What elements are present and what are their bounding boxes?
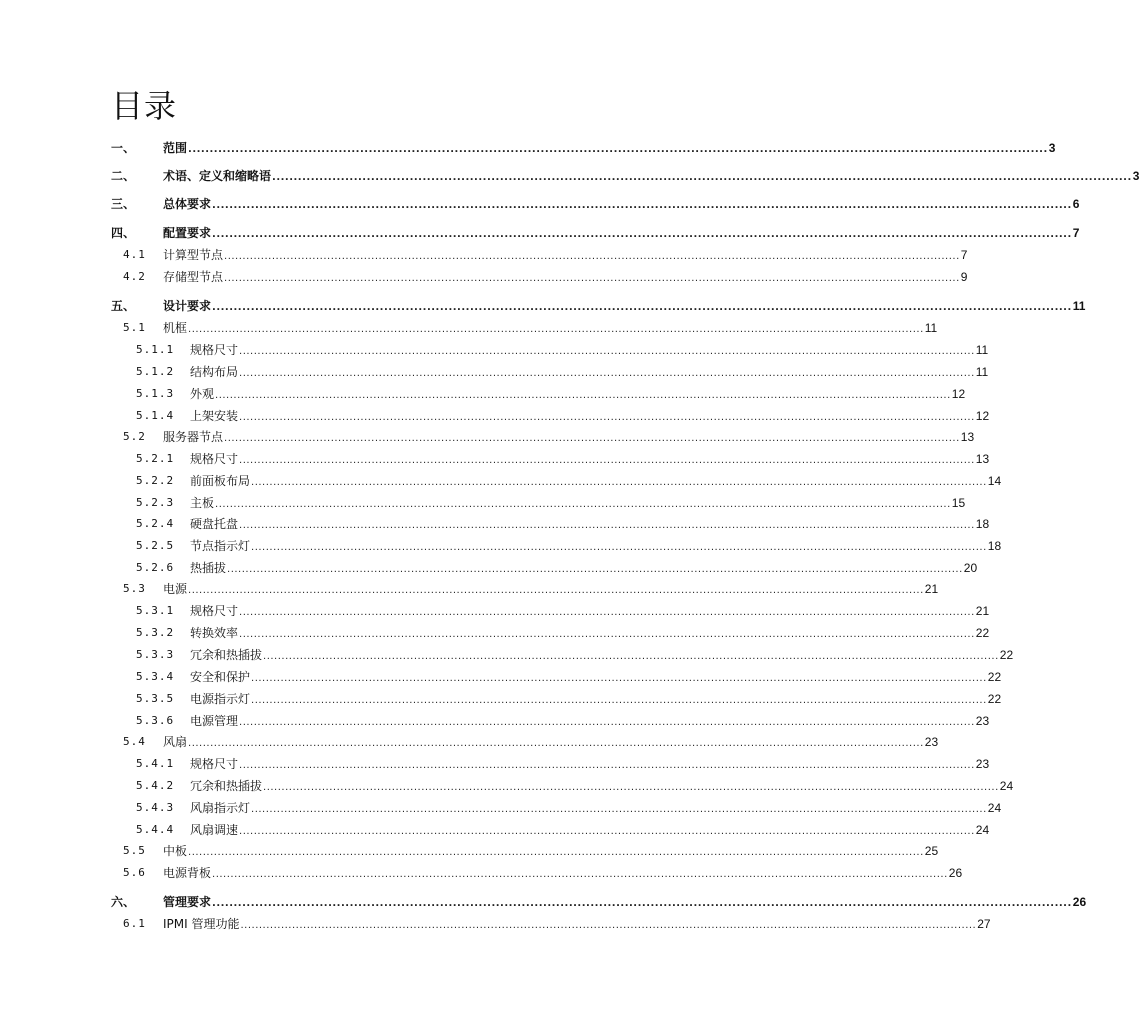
leader-dots: ........................................................................................................................................................................................................ <box>272 172 1132 183</box>
toc-entry-number: 五、 <box>111 299 136 313</box>
toc-entry-page: 15 <box>951 496 966 510</box>
toc-entry[interactable] <box>0 754 990 774</box>
toc-entry-number: 6.1 <box>123 917 146 930</box>
toc-entry-page: 12 <box>975 409 990 423</box>
toc-entry-page: 26 <box>948 866 963 880</box>
toc-entry-title[interactable]: 机框 <box>163 321 188 335</box>
toc-entry[interactable] <box>0 194 1080 214</box>
toc-entry-title[interactable]: 外观 <box>190 387 215 401</box>
toc-entry-number: 5.3.2 <box>136 626 175 639</box>
toc-entry[interactable] <box>0 449 990 469</box>
toc-entry-title[interactable]: 电源管理 <box>190 714 239 728</box>
toc-entry-title[interactable]: 风扇 <box>163 735 188 749</box>
toc-entry-page: 23 <box>975 714 990 728</box>
toc-entry-number: 5.2.1 <box>136 452 175 465</box>
toc-entry[interactable] <box>0 318 938 338</box>
toc-entry-page: 11 <box>975 365 989 379</box>
toc-entry-title[interactable]: 电源背板 <box>163 866 212 880</box>
toc-entry[interactable] <box>0 579 939 599</box>
toc-entry-page: 11 <box>924 321 938 335</box>
toc-entry-page: 24 <box>975 823 990 837</box>
toc-entry-page: 24 <box>987 801 1002 815</box>
toc-entry-page: 14 <box>987 474 1002 488</box>
toc-entry-number: 四、 <box>111 226 136 240</box>
toc-entry[interactable] <box>0 667 1002 687</box>
toc-entry[interactable] <box>0 601 990 621</box>
leader-dots: ........................................................................................................................................................................................................ <box>239 717 975 728</box>
toc-entry-page: 21 <box>924 582 939 596</box>
toc-entry[interactable] <box>0 623 990 643</box>
toc-entry[interactable] <box>0 166 1139 186</box>
toc-entry[interactable] <box>0 427 975 447</box>
toc-entry-page: 13 <box>975 452 990 466</box>
toc-entry-title[interactable]: IPMI 管理功能 <box>163 917 240 931</box>
toc-entry[interactable] <box>0 558 978 578</box>
toc-entry[interactable] <box>0 223 1080 243</box>
toc-entry[interactable] <box>0 267 968 287</box>
toc-entry-number: 5.2.4 <box>136 517 175 530</box>
toc-entry-title[interactable]: 安全和保护 <box>190 670 251 684</box>
leader-dots: ........................................................................................................................................................................................................ <box>224 433 960 444</box>
toc-entry-title[interactable]: 规格尺寸 <box>190 343 239 357</box>
leader-dots: ........................................................................................................................................................................................................ <box>188 738 924 749</box>
toc-entry-title[interactable]: 范围 <box>163 141 188 155</box>
toc-entry-title[interactable]: 配置要求 <box>163 226 212 240</box>
leader-dots: ........................................................................................................................................................................................................ <box>263 782 999 793</box>
toc-entry-number: 5.4 <box>123 735 146 748</box>
leader-dots: ........................................................................................................................................................................................................ <box>239 412 975 423</box>
toc-entry-page: 13 <box>960 430 975 444</box>
toc-entry-page: 3 <box>1048 141 1056 155</box>
leader-dots: ........................................................................................................................................................................................................ <box>188 324 924 335</box>
toc-entry-title[interactable]: 前面板布局 <box>190 474 251 488</box>
toc-entry-page: 23 <box>975 757 990 771</box>
toc-entry[interactable] <box>0 384 966 404</box>
leader-dots: ........................................................................................................................................................................................................ <box>239 826 975 837</box>
toc-entry-number: 三、 <box>111 197 136 211</box>
toc-entry-page: 24 <box>999 779 1014 793</box>
toc-entry-number: 二、 <box>111 169 136 183</box>
toc-entry-page: 11 <box>1072 299 1086 313</box>
toc-entry-title[interactable]: 硬盘托盘 <box>190 517 239 531</box>
toc-entry-number: 5.2.5 <box>136 539 175 552</box>
toc-entry-title[interactable]: 热插拔 <box>190 561 227 575</box>
toc-entry[interactable] <box>0 340 989 360</box>
toc-entry-number: 4.1 <box>123 248 146 261</box>
toc-entry-title[interactable]: 设计要求 <box>163 299 212 313</box>
toc-entry-page: 6 <box>1072 197 1080 211</box>
toc-entry[interactable] <box>0 798 1002 818</box>
toc-entry-page: 7 <box>1072 226 1080 240</box>
toc-entry-page: 26 <box>1072 895 1087 909</box>
toc-entry[interactable] <box>0 406 990 426</box>
toc-entry-number: 5.5 <box>123 844 146 857</box>
toc-entry[interactable] <box>0 493 966 513</box>
leader-dots: ........................................................................................................................................................................................................ <box>239 520 975 531</box>
toc-entry-number: 5.4.4 <box>136 823 175 836</box>
toc-entry[interactable] <box>0 471 1002 491</box>
toc-entry-number: 5.1.3 <box>136 387 175 400</box>
toc-entry[interactable] <box>0 514 990 534</box>
toc-entry[interactable] <box>0 362 989 382</box>
toc-entry-number: 5.2.2 <box>136 474 175 487</box>
toc-entry-number: 5.2.3 <box>136 496 175 509</box>
toc-entry-title[interactable]: 计算型节点 <box>163 248 224 262</box>
leader-dots: ........................................................................................................................................................................................................ <box>251 804 987 815</box>
toc-entry-title[interactable]: 主板 <box>190 496 215 510</box>
toc-entry-number: 5.3.5 <box>136 692 175 705</box>
leader-dots: ........................................................................................................................................................................................................ <box>212 898 1072 909</box>
toc-entry-number: 5.1 <box>123 321 146 334</box>
leader-dots: ........................................................................................................................................................................................................ <box>239 629 975 640</box>
toc-entry-title[interactable]: 节点指示灯 <box>190 539 251 553</box>
toc-entry-title[interactable]: 转换效率 <box>190 626 239 640</box>
leader-dots: ........................................................................................................................................................................................................ <box>239 368 975 379</box>
toc-entry-title[interactable]: 风扇指示灯 <box>190 801 251 815</box>
toc-entry-page: 22 <box>987 670 1002 684</box>
toc-entry-page: 21 <box>975 604 990 618</box>
toc-entry-title[interactable]: 结构布局 <box>190 365 239 379</box>
toc-entry[interactable] <box>0 711 990 731</box>
toc-entry-title[interactable]: 冗余和热插拔 <box>190 648 263 662</box>
toc-entry-page: 22 <box>999 648 1014 662</box>
leader-dots: ........................................................................................................................................................................................................ <box>212 869 948 880</box>
toc-entry-page: 20 <box>963 561 978 575</box>
toc-entry-page: 18 <box>975 517 990 531</box>
leader-dots: ........................................................................................................................................................................................................ <box>215 499 951 510</box>
leader-dots: ........................................................................................................................................................................................................ <box>239 455 975 466</box>
toc-entry-title[interactable]: 上架安装 <box>190 409 239 423</box>
toc-entry-number: 一、 <box>111 141 136 155</box>
toc-entry-page: 12 <box>951 387 966 401</box>
leader-dots: ........................................................................................................................................................................................................ <box>188 847 924 858</box>
toc-entry[interactable] <box>0 820 990 840</box>
toc-entry[interactable] <box>0 841 939 861</box>
toc-entry-title[interactable]: 电源指示灯 <box>190 692 251 706</box>
leader-dots: ........................................................................................................................................................................................................ <box>215 390 951 401</box>
toc-entry-number: 4.2 <box>123 270 146 283</box>
toc-entry-number: 5.1.2 <box>136 365 175 378</box>
toc-entry[interactable] <box>0 914 991 934</box>
leader-dots: ........................................................................................................................................................................................................ <box>188 144 1048 155</box>
toc-entry-title[interactable]: 规格尺寸 <box>190 604 239 618</box>
leader-dots: ........................................................................................................................................................................................................ <box>227 564 963 575</box>
toc-heading: 目录 <box>111 87 178 125</box>
toc-entry-number: 5.3 <box>123 582 146 595</box>
toc-entry-title[interactable]: 电源 <box>163 582 188 596</box>
toc-entry-page: 3 <box>1132 169 1139 183</box>
toc-entry-title[interactable]: 风扇调速 <box>190 823 239 837</box>
leader-dots: ........................................................................................................................................................................................................ <box>251 477 987 488</box>
toc-entry-page: 18 <box>987 539 1002 553</box>
toc-entry-number: 5.3.3 <box>136 648 175 661</box>
toc-entry-title[interactable]: 中板 <box>163 844 188 858</box>
toc-entry-number: 5.3.1 <box>136 604 175 617</box>
leader-dots: ........................................................................................................................................................................................................ <box>212 229 1072 240</box>
toc-entry-number: 六、 <box>111 895 136 909</box>
toc-entry[interactable] <box>0 138 1056 158</box>
toc-entry[interactable] <box>0 645 1014 665</box>
toc-entry-page: 9 <box>960 270 968 284</box>
toc-entry[interactable] <box>0 776 1014 796</box>
toc-entry-title[interactable]: 存储型节点 <box>163 270 224 284</box>
toc-entry-number: 5.1.1 <box>136 343 175 356</box>
toc-entry-page: 22 <box>987 692 1002 706</box>
leader-dots: ........................................................................................................................................................................................................ <box>240 920 977 931</box>
toc-entry-number: 5.2 <box>123 430 146 443</box>
leader-dots: ........................................................................................................................................................................................................ <box>212 302 1072 313</box>
toc-entry-number: 5.2.6 <box>136 561 175 574</box>
toc-entry-number: 5.3.6 <box>136 714 175 727</box>
toc-entry-page: 22 <box>975 626 990 640</box>
leader-dots: ........................................................................................................................................................................................................ <box>212 200 1072 211</box>
leader-dots: ........................................................................................................................................................................................................ <box>224 273 960 284</box>
toc-entry-page: 11 <box>975 343 989 357</box>
toc-entry[interactable] <box>0 296 1086 316</box>
toc-entry[interactable] <box>0 863 963 883</box>
leader-dots: ........................................................................................................................................................................................................ <box>239 760 975 771</box>
toc-entry-title[interactable]: 服务器节点 <box>163 430 224 444</box>
toc-entry-title[interactable]: 总体要求 <box>163 197 212 211</box>
toc-entry-page: 25 <box>924 844 939 858</box>
toc-entry-title[interactable]: 术语、定义和缩略语 <box>163 169 272 183</box>
leader-dots: ........................................................................................................................................................................................................ <box>263 651 999 662</box>
toc-entry[interactable] <box>0 245 968 265</box>
toc-entry-number: 5.1.4 <box>136 409 175 422</box>
toc-entry[interactable] <box>0 732 939 752</box>
toc-entry-number: 5.4.3 <box>136 801 175 814</box>
toc-entry[interactable] <box>0 892 1087 912</box>
toc-entry[interactable] <box>0 689 1002 709</box>
toc-entry-title[interactable]: 规格尺寸 <box>190 757 239 771</box>
toc-entry-title[interactable]: 冗余和热插拔 <box>190 779 263 793</box>
toc-entry-page: 27 <box>977 917 991 931</box>
toc-entry-number: 5.3.4 <box>136 670 175 683</box>
leader-dots: ........................................................................................................................................................................................................ <box>224 251 960 262</box>
toc-entry-title[interactable]: 规格尺寸 <box>190 452 239 466</box>
leader-dots: ........................................................................................................................................................................................................ <box>251 695 987 706</box>
toc-entry-page: 7 <box>960 248 968 262</box>
leader-dots: ........................................................................................................................................................................................................ <box>251 673 987 684</box>
toc-entry-title[interactable]: 管理要求 <box>163 895 212 909</box>
leader-dots: ........................................................................................................................................................................................................ <box>188 585 924 596</box>
toc-entry-page: 23 <box>924 735 939 749</box>
toc-entry-number: 5.4.1 <box>136 757 175 770</box>
leader-dots: ........................................................................................................................................................................................................ <box>239 607 975 618</box>
leader-dots: ........................................................................................................................................................................................................ <box>251 542 987 553</box>
toc-entry[interactable] <box>0 536 1002 556</box>
toc-entry-number: 5.6 <box>123 866 146 879</box>
leader-dots: ........................................................................................................................................................................................................ <box>239 346 975 357</box>
toc-entry-number: 5.4.2 <box>136 779 175 792</box>
